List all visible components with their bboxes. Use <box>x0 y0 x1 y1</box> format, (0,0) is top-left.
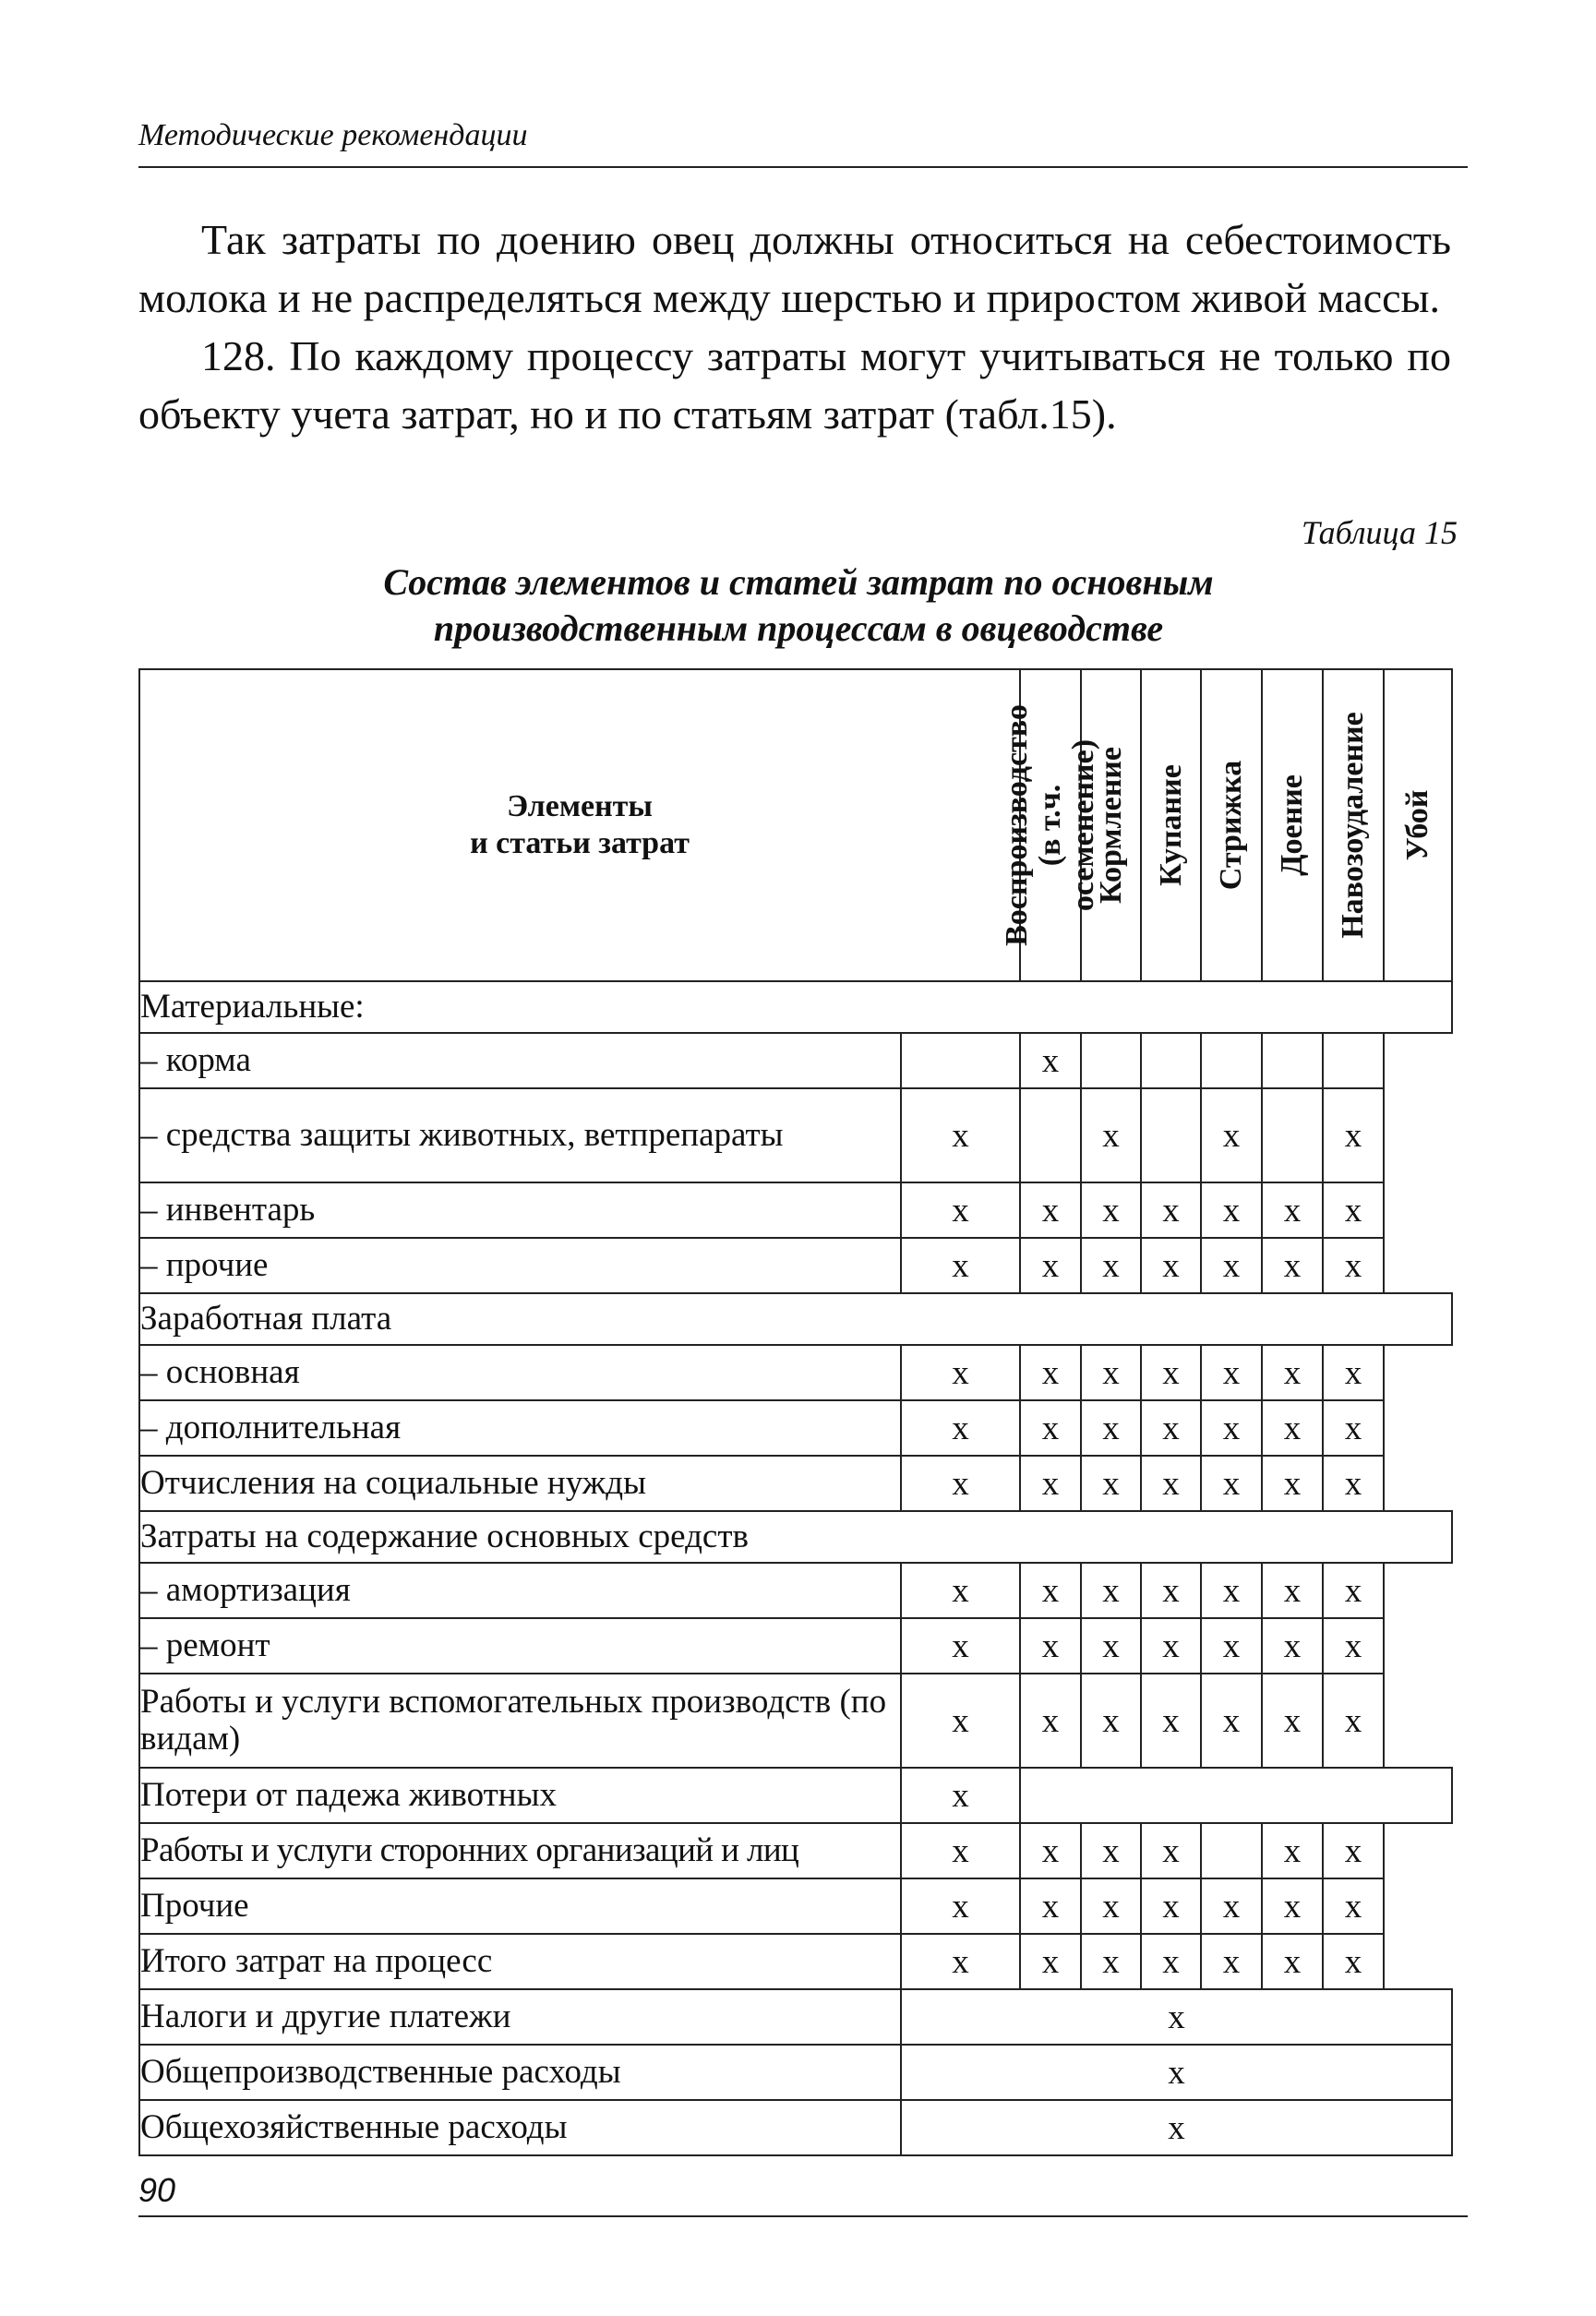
cell-slaughter: х <box>1323 1088 1384 1182</box>
footer-rule <box>138 2215 1468 2217</box>
cell-feeding <box>1020 1088 1081 1182</box>
cell-feeding: х <box>1020 1182 1081 1238</box>
cell-manure-removal <box>1262 1033 1323 1088</box>
cell-shearing: х <box>1141 1823 1201 1878</box>
cell-shearing <box>1141 1088 1201 1182</box>
cost-elements-table <box>138 668 1453 2156</box>
cell-bathing <box>1081 1033 1141 1088</box>
table-row <box>139 1456 1452 1511</box>
cell-shearing: х <box>1141 1618 1201 1674</box>
row-label: Заработная плата <box>139 1293 1452 1345</box>
cell-slaughter: х <box>1323 1618 1384 1674</box>
cell-feeding: х <box>1020 1563 1081 1618</box>
table-row <box>139 1563 1452 1618</box>
header-milking <box>1262 669 1323 981</box>
cell-all-processes: х <box>901 1989 1452 2045</box>
cell-other-processes <box>1020 1768 1452 1823</box>
cell-bathing: х <box>1081 1456 1141 1511</box>
row-label: – амортизация <box>139 1563 901 1618</box>
cell-slaughter: х <box>1323 1182 1384 1238</box>
cell-milking: х <box>1201 1345 1262 1400</box>
header-bathing-label: Купание <box>1153 764 1188 886</box>
row-label: – корма <box>139 1033 901 1088</box>
cell-milking: х <box>1201 1563 1262 1618</box>
table-title-line: Состав элементов и статей затрат по основным <box>383 561 1214 603</box>
paragraph: Так затраты по доению овец должны относиться на себестоимость молока и не распределяться между шерстью и приростом живой массы. <box>138 216 1451 321</box>
cell-manure-removal: х <box>1262 1563 1323 1618</box>
cell-bathing: х <box>1081 1618 1141 1674</box>
cell-milking: х <box>1201 1238 1262 1293</box>
cell-shearing: х <box>1141 1934 1201 1989</box>
table-title <box>138 559 1458 652</box>
cell-feeding: х <box>1020 1456 1081 1511</box>
row-label: Отчисления на социальные нужды <box>139 1456 901 1511</box>
cell-bathing: х <box>1081 1238 1141 1293</box>
cell-manure-removal: х <box>1262 1456 1323 1511</box>
table-row <box>139 1088 1452 1182</box>
cell-reproduction: х <box>901 1400 1020 1456</box>
row-label: Работы и услуги сторонних организаций и лиц <box>139 1823 901 1878</box>
table-row <box>139 1989 1452 2045</box>
running-head: Методические рекомендации <box>138 118 528 152</box>
cell-slaughter: х <box>1323 1456 1384 1511</box>
table-row <box>139 1768 1452 1823</box>
header-milking-label: Доение <box>1275 774 1310 876</box>
cell-shearing: х <box>1141 1563 1201 1618</box>
page-number: 90 <box>138 2171 176 2209</box>
cell-slaughter: х <box>1323 1823 1384 1878</box>
cell-shearing: х <box>1141 1456 1201 1511</box>
row-label: – ремонт <box>139 1618 901 1674</box>
header-shearing <box>1201 669 1262 981</box>
table-row <box>139 1238 1452 1293</box>
cell-shearing: х <box>1141 1345 1201 1400</box>
table-title-line: производственным процессам в овцеводстве <box>433 607 1164 649</box>
row-label: Налоги и другие платежи <box>139 1989 901 2045</box>
cell-reproduction: х <box>901 1878 1020 1934</box>
cell-feeding: х <box>1020 1934 1081 1989</box>
cell-bathing: х <box>1081 1182 1141 1238</box>
cell-milking <box>1201 1033 1262 1088</box>
header-feeding-label: Кормление <box>1093 747 1128 904</box>
cell-milking: х <box>1201 1878 1262 1934</box>
cell-milking: х <box>1201 1182 1262 1238</box>
table-row <box>139 1182 1452 1238</box>
cell-slaughter: х <box>1323 1674 1384 1768</box>
cell-reproduction: х <box>901 1823 1020 1878</box>
cell-milking: х <box>1201 1934 1262 1989</box>
cell-all-processes: х <box>901 2100 1452 2155</box>
cell-reproduction: х <box>901 1182 1020 1238</box>
header-reproduction-line: осеменение) <box>1066 738 1101 912</box>
cell-manure-removal: х <box>1262 1618 1323 1674</box>
cell-slaughter: х <box>1323 1934 1384 1989</box>
cell-manure-removal: х <box>1262 1823 1323 1878</box>
body-text <box>138 210 1451 443</box>
cell-manure-removal: х <box>1262 1934 1323 1989</box>
cell-feeding: х <box>1020 1345 1081 1400</box>
elements-header-line: Элементы <box>507 789 653 823</box>
cell-reproduction: х <box>901 1238 1020 1293</box>
row-label: – средства защиты животных, ветпрепараты <box>139 1088 901 1182</box>
table-header-row <box>139 669 1452 981</box>
cell-reproduction: х <box>901 1618 1020 1674</box>
cell-bathing: х <box>1081 1934 1141 1989</box>
header-shearing-label: Стрижка <box>1214 760 1249 891</box>
cell-reproduction: х <box>901 1345 1020 1400</box>
cell-slaughter: х <box>1323 1563 1384 1618</box>
row-label: Работы и услуги вспомогательных производств (по видам) <box>139 1674 901 1768</box>
cell-feeding: х <box>1020 1618 1081 1674</box>
cell-manure-removal: х <box>1262 1345 1323 1400</box>
cell-milking: х <box>1201 1088 1262 1182</box>
header-rule <box>138 166 1468 168</box>
cell-feeding: х <box>1020 1400 1081 1456</box>
cell-slaughter: х <box>1323 1238 1384 1293</box>
table-row <box>139 1400 1452 1456</box>
table-row <box>139 2100 1452 2155</box>
cell-bathing: х <box>1081 1563 1141 1618</box>
cell-bathing: х <box>1081 1345 1141 1400</box>
cell-reproduction: х <box>901 1563 1020 1618</box>
table-row <box>139 1618 1452 1674</box>
header-feeding <box>1081 669 1141 981</box>
cell-feeding: х <box>1020 1033 1081 1088</box>
header-reproduction <box>1000 669 1101 981</box>
row-label: – основная <box>139 1345 901 1400</box>
cell-manure-removal: х <box>1262 1878 1323 1934</box>
header-slaughter-label: Убой <box>1400 789 1435 861</box>
row-label: – дополнительная <box>139 1400 901 1456</box>
cell-manure-removal: х <box>1262 1238 1323 1293</box>
cell-reproduction: х <box>901 1456 1020 1511</box>
cell-manure-removal: х <box>1262 1400 1323 1456</box>
table-row <box>139 1293 1452 1345</box>
cell-slaughter: х <box>1323 1878 1384 1934</box>
table-row <box>139 981 1452 1033</box>
cell-bathing: х <box>1081 1878 1141 1934</box>
cell-shearing: х <box>1141 1400 1201 1456</box>
row-label: – инвентарь <box>139 1182 901 1238</box>
cell-shearing <box>1141 1033 1201 1088</box>
header-manure-removal <box>1323 669 1384 981</box>
table-row <box>139 2045 1452 2100</box>
cell-reproduction: х <box>901 1674 1020 1768</box>
cell-bathing: х <box>1081 1400 1141 1456</box>
cell-feeding: х <box>1020 1823 1081 1878</box>
cell-milking: х <box>1201 1618 1262 1674</box>
cell-slaughter <box>1323 1033 1384 1088</box>
cell-shearing: х <box>1141 1878 1201 1934</box>
cell-milking: х <box>1201 1400 1262 1456</box>
elements-header <box>139 669 1020 981</box>
cell-manure-removal: х <box>1262 1182 1323 1238</box>
header-reproduction-line: (в т.ч. <box>1033 784 1068 867</box>
table-row <box>139 1934 1452 1989</box>
cell-reproduction: х <box>901 1768 1020 1823</box>
cell-feeding: х <box>1020 1674 1081 1768</box>
row-label: Итого затрат на процесс <box>139 1934 901 1989</box>
paragraph: 128. По каждому процессу затраты могут учитываться не только по объекту учета затрат, но и по статьям затрат (табл.15). <box>138 332 1451 438</box>
cell-manure-removal <box>1262 1088 1323 1182</box>
row-label: Материальные: <box>139 981 1452 1033</box>
cell-bathing: х <box>1081 1088 1141 1182</box>
table-row <box>139 1345 1452 1400</box>
row-label: – прочие <box>139 1238 901 1293</box>
cell-reproduction: х <box>901 1088 1020 1182</box>
cell-shearing: х <box>1141 1674 1201 1768</box>
row-label: Затраты на содержание основных средств <box>139 1511 1452 1563</box>
header-reproduction-line: Воспроизводство <box>1000 704 1035 946</box>
cell-slaughter: х <box>1323 1345 1384 1400</box>
cell-reproduction <box>901 1033 1020 1088</box>
cell-feeding: х <box>1020 1238 1081 1293</box>
table-row <box>139 1878 1452 1934</box>
cell-bathing: х <box>1081 1823 1141 1878</box>
cell-all-processes: х <box>901 2045 1452 2100</box>
cell-shearing: х <box>1141 1182 1201 1238</box>
cell-slaughter: х <box>1323 1400 1384 1456</box>
row-label: Общепроизводственные расходы <box>139 2045 901 2100</box>
table-label: Таблица 15 <box>1301 514 1458 551</box>
table-row <box>139 1033 1452 1088</box>
row-label: Прочие <box>139 1878 901 1934</box>
cell-manure-removal: х <box>1262 1674 1323 1768</box>
table-row <box>139 1674 1452 1768</box>
cell-feeding: х <box>1020 1878 1081 1934</box>
row-label: Общехозяйственные расходы <box>139 2100 901 2155</box>
header-bathing <box>1141 669 1201 981</box>
row-label: Потери от падежа животных <box>139 1768 901 1823</box>
cell-milking <box>1201 1823 1262 1878</box>
header-manure-removal-label: Навозоудаление <box>1336 712 1371 939</box>
table-row <box>139 1823 1452 1878</box>
table-row <box>139 1511 1452 1563</box>
elements-header-line: и статьи затрат <box>470 826 690 860</box>
cell-shearing: х <box>1141 1238 1201 1293</box>
cell-milking: х <box>1201 1456 1262 1511</box>
cell-milking: х <box>1201 1674 1262 1768</box>
header-slaughter <box>1384 669 1452 981</box>
cell-reproduction: х <box>901 1934 1020 1989</box>
cell-bathing: х <box>1081 1674 1141 1768</box>
